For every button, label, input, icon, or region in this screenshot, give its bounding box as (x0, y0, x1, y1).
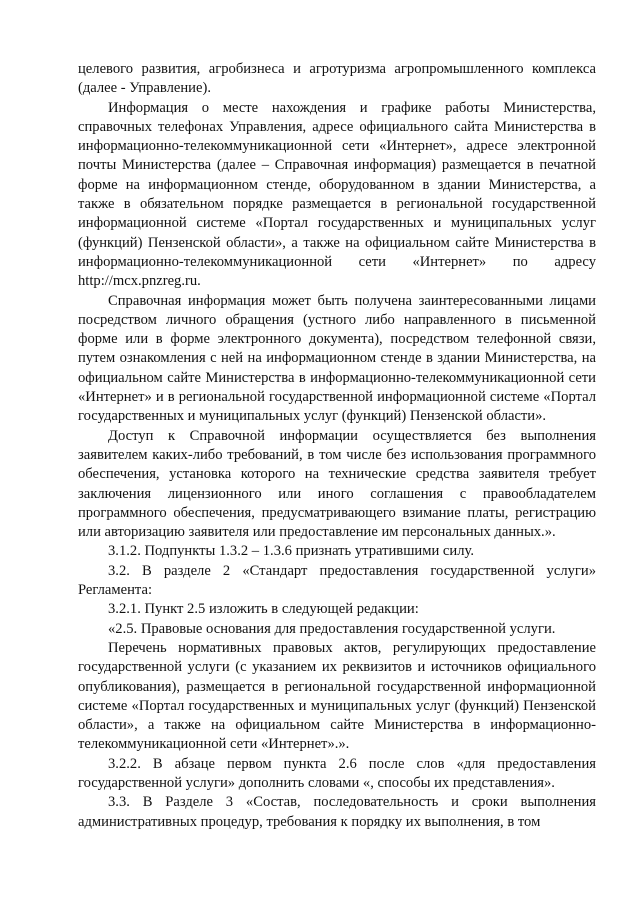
paragraph-3-2-2: 3.2.2. В абзаце первом пункта 2.6 после слов «для предоставления государственной услуги» дополнить словами «, способы их представления». (78, 755, 596, 791)
paragraph-3-2-1: 3.2.1. Пункт 2.5 изложить в следующей редакции: (108, 601, 419, 618)
paragraph-reference-info: Информация о месте нахождения и графике работы Министерства, справочных телефонах Управления, адресе официального сайта Министерства в информационно-телекоммуникационной сети «Интернет», адресе электронной почты Министерства (далее – Справочная информация) размещается в печатной форме на информационном стенде, оборудованном в здании Министерства, а также в обязательном порядке размещается в региональной государственной информационной системе «Портал государственных и муниципальных услуг (функций) Пензенской области», а также на официальном сайте Министерства в информационно-телекоммуникационной сети «Интернет» по адресу http://mcx.pnzreg.ru. (78, 99, 596, 290)
paragraph-3-2: 3.2. В разделе 2 «Стандарт предоставления государственной услуги» Регламента: (78, 562, 596, 599)
paragraph-continuation: целевого развития, агробизнеса и агротуризма агропромышленного комплекса (далее - Управление). (78, 61, 596, 97)
document-page (78, 60, 596, 832)
paragraph-2-5: «2.5. Правовые основания для предоставления государственной услуги. (108, 620, 556, 637)
paragraph-3-1-2: 3.1.2. Подпункты 1.3.2 – 1.3.6 признать утратившими силу. (108, 543, 474, 560)
paragraph-3-3: 3.3. В Разделе 3 «Состав, последовательность и сроки выполнения административных процедур, требования к порядку их выполнения, в том (78, 794, 596, 830)
paragraph-reference-access: Доступ к Справочной информации осуществляется без выполнения заявителем каких-либо требований, в том числе без использования программного обеспечения, установка которого на технические средства заявителя требует заключения лицензионного или иного соглашения с правообладателем программного обеспечения, предусматривающего взимание платы, регистрацию или авторизацию заявителя или предоставление им персональных данных.». (78, 427, 596, 541)
paragraph-legal-acts: Перечень нормативных правовых актов, регулирующих предоставление государственной услуги (с указанием их реквизитов и источников официального опубликования), размещается в региональной государственной информационной системе «Портал государственных и муниципальных услуг (функций) Пензенской области», а также на официальном сайте Министерства в информационно-телекоммуникационной сети «Интернет».». (78, 639, 596, 753)
paragraph-reference-obtaining: Справочная информация может быть получена заинтересованными лицами посредством личного обращения (устного либо направленного в письменной форме или в форме электронного документа), посредством телефонной связи, путем ознакомления с ней на информационном стенде в здании Министерства, на официальном сайте Министерства в информационно-телекоммуникационной сети «Интернет» и в региональной государственной информационной системе «Портал государственных и муниципальных услуг (функций) Пензенской области». (78, 292, 596, 425)
